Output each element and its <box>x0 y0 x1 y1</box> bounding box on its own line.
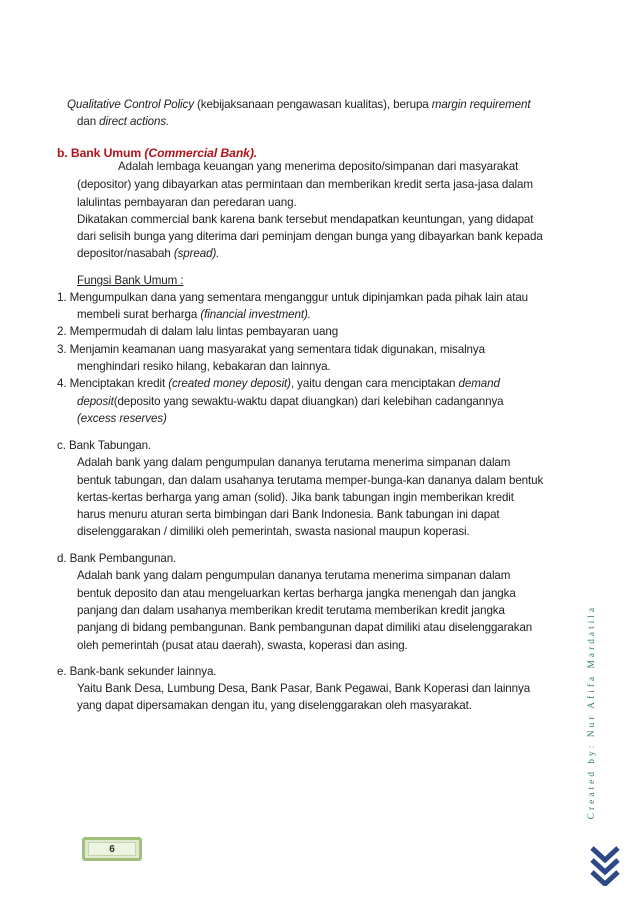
text-line: dari selisih bunga yang diterima dari peminjam dengan bunga yang dibayarkan bank kepada <box>77 230 543 243</box>
text-line: panjang dan dalam usahanya memberikan kredit terutama memberikan kredit jangka <box>77 604 505 617</box>
list-item: 4. Menciptakan kredit (created money deposit), yaitu dengan cara menciptakan demand <box>57 377 500 390</box>
list-item: 1. Mengumpulkan dana yang sementara menganggur untuk dipinjamkan pada pihak lain atau <box>57 291 529 304</box>
text-line: Dikatakan commercial bank karena bank tersebut mendapatkan keuntungan, yang didapat <box>77 213 534 226</box>
text-line: yang dapat dipersamakan dengan itu, yang diselenggarakan oleh masyarakat. <box>77 699 472 712</box>
text-line: harus menuru aturan serta bimbingan dari Bank Indonesia. Bank tabungan ini dapat <box>77 508 500 521</box>
section-heading-bank-umum: b. Bank Umum (Commercial Bank). <box>57 146 258 160</box>
section-heading-bank-sekunder: e. Bank-bank sekunder lainnya. <box>57 665 217 678</box>
text-line: lalulintas pembayaran dan peredaran uang. <box>77 196 297 209</box>
text-line: Adalah bank yang dalam pengumpulan dananya terutama menerima simpanan dalam <box>77 456 511 469</box>
text-line: bentuk deposito dan atau mengeluarkan kertas berharga jangka menengah dan jangka <box>77 587 516 600</box>
list-item: 2. Mempermudah di dalam lalu lintas pembayaran uang <box>57 325 339 338</box>
section-heading-bank-pembangunan: d. Bank Pembangunan. <box>57 552 177 565</box>
vertical-credit: Created by: Nur Afifa Mardatila <box>586 604 596 820</box>
list-item-continuation: deposit(deposito yang sewaktu-waktu dapat diuangkan) dari kelebihan cadangannya <box>77 395 504 408</box>
text-line: (depositor) yang dibayarkan atas permintaan dan memberikan kredit serta jasa-jasa dalam <box>77 178 533 191</box>
list-item-continuation: membeli surat berharga (financial investment). <box>77 308 311 321</box>
list-item: 3. Menjamin keamanan uang masyarakat yang sementara tidak digunakan, misalnya <box>57 343 485 356</box>
text-line: depositor/nasabah (spread). <box>77 247 220 260</box>
text-line: diselenggarakan / dimiliki oleh pemerintah, swasta nasional maupun koperasi. <box>77 525 470 538</box>
text-line: panjang di bidang pembangunan. Bank pembangunan dapat dimiliki atau diselenggarakan <box>77 621 533 634</box>
subheading-fungsi-bank-umum: Fungsi Bank Umum : <box>77 274 184 287</box>
double-chevron-down-icon <box>588 838 622 886</box>
page-number: 6 <box>88 842 136 856</box>
text-line: kertas-kertas berharga yang aman (solid). Jika bank tabungan ingin memberikan kredit <box>77 491 514 504</box>
list-item-continuation: menghindari resiko hilang, kebakaran dan lainnya. <box>77 360 331 373</box>
text-line: oleh pemerintah (pusat atau daerah), swasta, koperasi dan asing. <box>77 639 408 652</box>
list-item-continuation: (excess reserves) <box>77 412 167 425</box>
text-line: Qualitative Control Policy (kebijaksanaan pengawasan kualitas), berupa margin requirement <box>67 98 531 111</box>
text-line: dan direct actions. <box>77 115 170 128</box>
section-heading-bank-tabungan: c. Bank Tabungan. <box>57 439 152 452</box>
text-line: Yaitu Bank Desa, Lumbung Desa, Bank Pasar, Bank Pegawai, Bank Koperasi dan lainnya <box>77 682 531 695</box>
page-number-box <box>82 837 142 861</box>
text-line: Adalah lembaga keuangan yang menerima deposito/simpanan dari masyarakat <box>118 160 519 173</box>
text-line: Adalah bank yang dalam pengumpulan dananya terutama menerima simpanan dalam <box>77 569 511 582</box>
text-line: bentuk tabungan, dan dalam usahanya terutama memper-bunga-kan dananya dalam bentuk <box>77 474 544 487</box>
